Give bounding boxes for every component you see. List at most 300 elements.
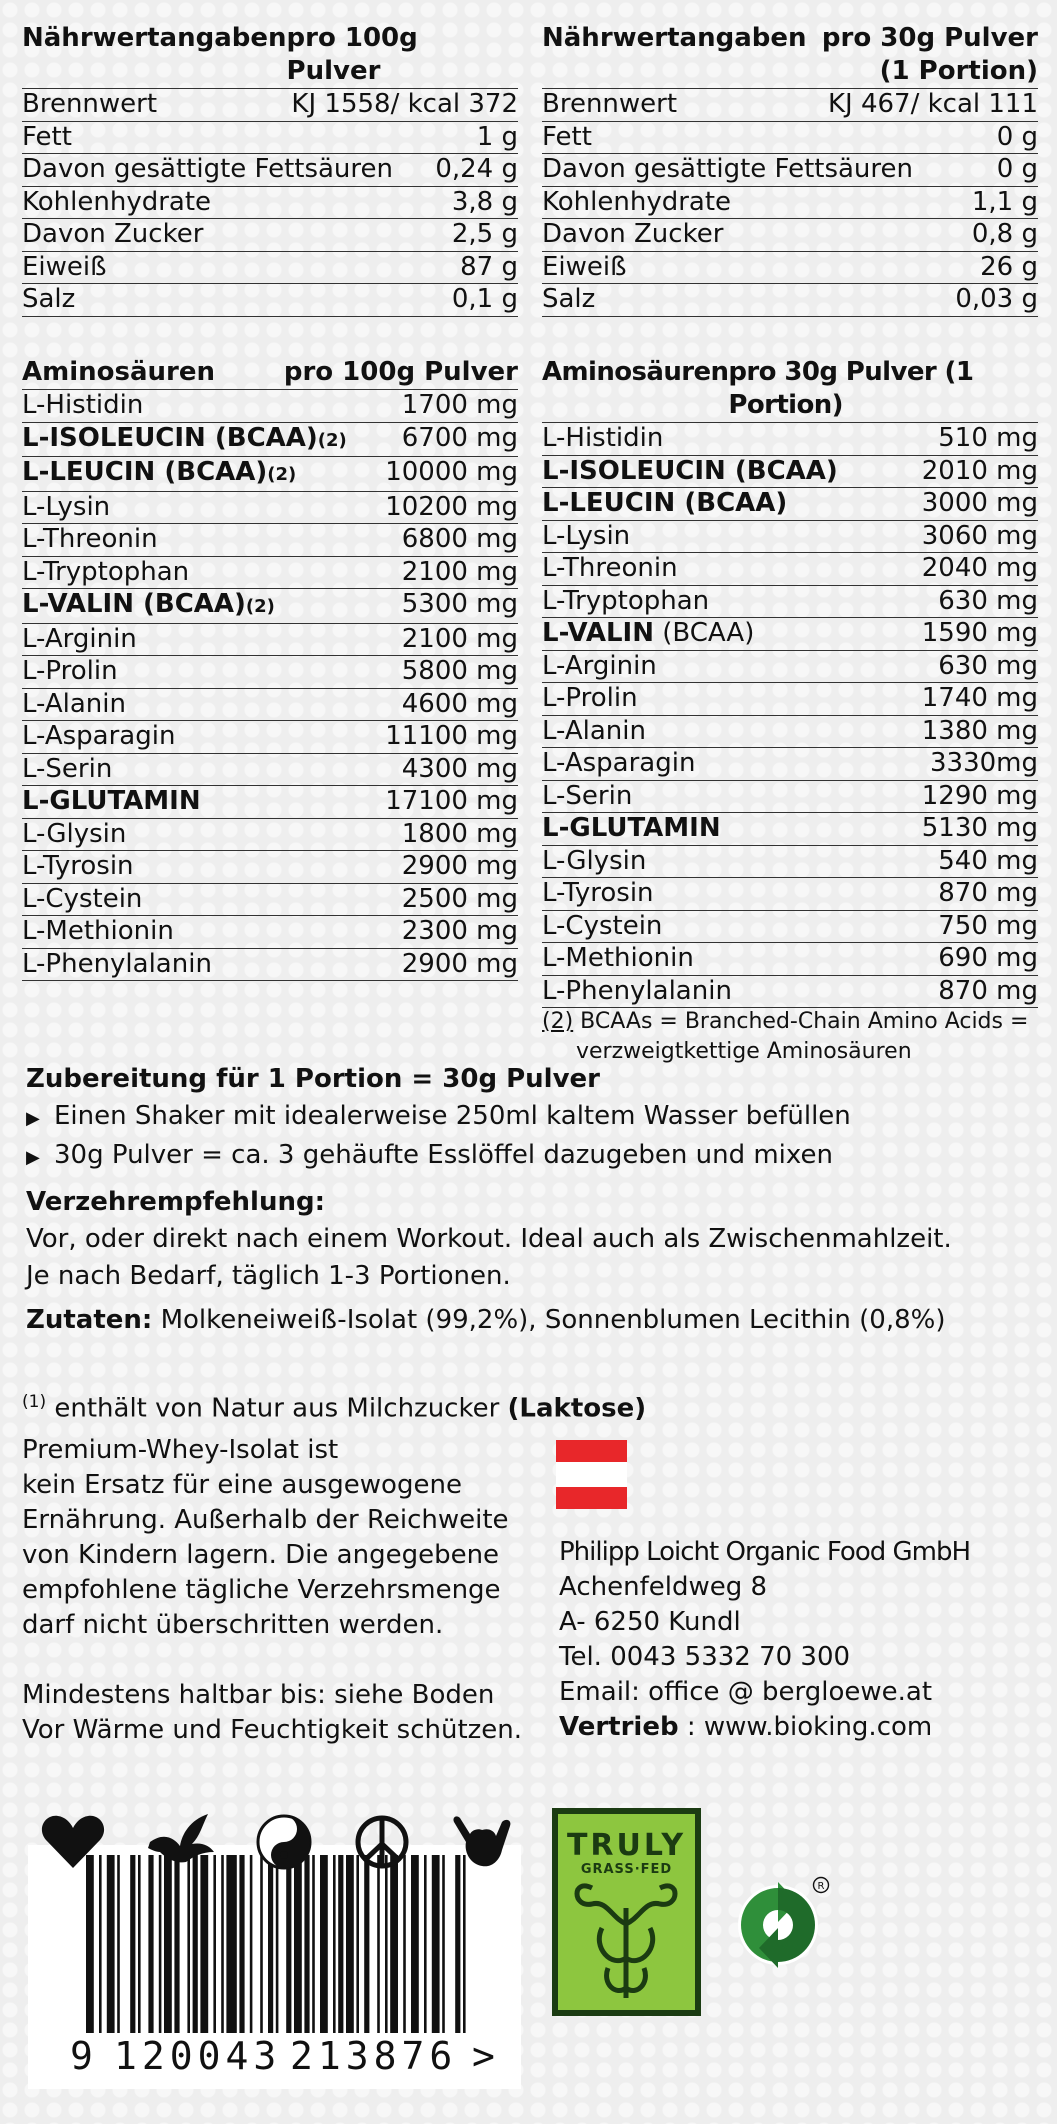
table-row — [22, 818, 518, 851]
table-row — [22, 883, 518, 916]
row-name: L-Threonin — [22, 524, 158, 554]
row-name: L-Arginin — [22, 623, 137, 654]
barcode-bar — [286, 1855, 291, 2033]
footnote-line: verzweigtkettige Aminosäuren — [576, 1039, 912, 1064]
row-name: L-GLUTAMIN — [542, 813, 721, 843]
table-row — [542, 747, 1038, 780]
row-name: Fett — [22, 121, 72, 152]
barcode-bar — [338, 1855, 343, 2033]
row-value: 1740 mg — [921, 683, 1038, 713]
table-row — [542, 552, 1038, 585]
warning-line: kein Ersatz für eine ausgewogene — [22, 1470, 462, 1500]
row-name: L-Cystein — [22, 883, 143, 914]
amino-per: pro 30g Pulver (1 Portion) — [728, 357, 974, 420]
recommendation-title: Verzehrempfehlung: — [26, 1187, 325, 1217]
row-label — [22, 252, 107, 284]
table-row — [22, 688, 518, 721]
table-row — [22, 588, 518, 623]
row-name: L-Alanin — [542, 715, 646, 746]
barcode-bar — [159, 1855, 162, 2033]
barcode-bar — [276, 1855, 279, 2033]
row-label — [542, 781, 632, 813]
row-value: 26 g — [980, 251, 1038, 282]
row-label — [542, 586, 709, 618]
barcode-bar — [200, 1855, 208, 2033]
amino-table-100g — [22, 356, 518, 981]
bullet-icon: ▶ — [26, 1147, 40, 1168]
footnote-line: BCAAs = Branched-Chain Amino Acids = — [573, 1009, 1029, 1034]
row-label — [22, 154, 393, 186]
table-row — [542, 650, 1038, 683]
bcaa-footnote — [542, 1007, 1042, 1067]
barcode-bar — [99, 1855, 102, 2033]
row-label — [542, 423, 663, 455]
ingredients-text: Molkeneiweiß-Isolat (99,2%), Sonnenblumen Lecithin (0,8%) — [152, 1305, 946, 1335]
registered-mark-icon — [812, 1876, 830, 1894]
row-value: 17100 mg — [385, 786, 518, 816]
row-value: 10200 mg — [385, 491, 518, 522]
row-label — [22, 524, 158, 556]
row-value: 1 g — [476, 121, 518, 152]
row-value: 3,8 g — [451, 186, 518, 217]
row-name: L-Asparagin — [22, 721, 176, 751]
table-row — [22, 456, 518, 491]
row-name: L-Cystein — [542, 910, 663, 941]
row-name: L-Alanin — [22, 688, 126, 719]
row-label — [542, 219, 723, 251]
nutrition-title: Nährwertangaben — [542, 23, 807, 53]
row-label — [542, 976, 732, 1008]
barcode-bar — [107, 1855, 115, 2033]
table-row — [22, 491, 518, 524]
row-label — [542, 878, 654, 910]
row-label — [22, 656, 118, 688]
row-label — [542, 911, 662, 943]
table-row — [542, 715, 1038, 748]
barcode-bar — [364, 1855, 369, 2033]
row-name: L-Serin — [22, 753, 113, 784]
row-name: L-Lysin — [542, 520, 631, 551]
table-row — [22, 556, 518, 589]
row-label — [22, 423, 347, 457]
row-name: L-Prolin — [542, 683, 638, 713]
row-label — [22, 754, 112, 786]
row-value: 870 mg — [938, 975, 1038, 1006]
step-text: 30g Pulver = ca. 3 gehäufte Esslöffel dazugeben und mixen — [54, 1140, 833, 1170]
row-name: Fett — [542, 121, 592, 152]
footnote-mark: (1) — [22, 1392, 47, 1412]
row-name: Eiweiß — [542, 251, 627, 282]
row-value: 4600 mg — [401, 688, 518, 719]
row-name: Salz — [542, 284, 596, 314]
table-row — [22, 283, 518, 317]
row-label — [22, 219, 203, 251]
row-name: L-Arginin — [542, 650, 657, 681]
row-name: L-Methionin — [22, 916, 174, 946]
row-name: L-VALIN — [542, 618, 654, 648]
barcode-bar — [346, 1855, 354, 2033]
table-row — [542, 942, 1038, 975]
barcode-bar — [424, 1855, 427, 2033]
row-name: L-Lysin — [22, 491, 111, 522]
barcode-bar — [442, 1855, 445, 2033]
row-value: 2100 mg — [401, 556, 518, 587]
row-label — [542, 488, 787, 520]
row-value: 0,8 g — [971, 219, 1038, 249]
row-value: 510 mg — [938, 423, 1038, 453]
nutrition-header-30g — [542, 22, 1038, 55]
table-row — [542, 218, 1038, 251]
barcode-bar — [320, 1855, 328, 2033]
recommendation-line: Je nach Bedarf, täglich 1-3 Portionen. — [26, 1261, 511, 1291]
table-row — [22, 623, 518, 656]
row-value: 6700 mg — [401, 422, 518, 453]
row-name: L-Phenylalanin — [22, 948, 212, 979]
row-label — [22, 492, 110, 524]
barcode-bar — [250, 1855, 253, 2033]
row-label — [542, 813, 721, 845]
warning-text — [22, 1433, 542, 1748]
row-name: L-Threonin — [542, 553, 678, 583]
row-label — [22, 589, 275, 623]
row-label — [542, 187, 731, 219]
row-name: Salz — [22, 284, 76, 314]
row-value: KJ 467/ kcal 111 — [827, 89, 1038, 119]
row-value: 2040 mg — [921, 553, 1038, 583]
company-city: A- 6250 Kundl — [559, 1607, 741, 1637]
row-label — [22, 122, 72, 154]
row-name: Davon gesättigte Fettsäuren — [22, 154, 394, 184]
row-value: 5130 mg — [921, 813, 1038, 843]
table-row — [542, 251, 1038, 284]
dove-icon — [146, 1812, 216, 1868]
row-value: 1700 mg — [401, 390, 518, 420]
nutrition-title: Nährwertangaben — [22, 23, 287, 53]
table-row — [22, 390, 518, 422]
warning-line: von Kindern lagern. Die angegebene — [22, 1540, 500, 1570]
table-row — [542, 487, 1038, 520]
preparation-step — [26, 1137, 1036, 1176]
barcode-bar — [86, 1855, 94, 2033]
svg-text:R: R — [817, 1881, 825, 1892]
row-value: 690 mg — [938, 943, 1038, 973]
distribution-label: Vertrieb — [559, 1712, 679, 1742]
badge-line1: TRULY — [566, 1828, 687, 1863]
row-name: L-Tyrosin — [22, 851, 134, 881]
row-label — [542, 154, 913, 186]
row-label — [542, 252, 627, 284]
barcode-bar — [356, 1855, 359, 2033]
preparation-section — [26, 1061, 1036, 1176]
row-value: 0,1 g — [451, 284, 518, 314]
table-row — [22, 89, 518, 121]
barcode-bar — [294, 1855, 302, 2033]
company-name: Philipp Loicht Organic Food GmbH — [559, 1537, 971, 1567]
barcode-bar — [226, 1855, 236, 2033]
table-row — [542, 186, 1038, 219]
row-label — [22, 949, 212, 981]
heart-icon — [40, 1814, 106, 1870]
row-name: L-ISOLEUCIN (BCAA) — [542, 455, 838, 486]
row-label — [542, 651, 657, 683]
table-row — [22, 218, 518, 251]
warning-line: empfohlene tägliche Verzehrsmenge — [22, 1575, 501, 1605]
row-name: Kohlenhydrate — [542, 186, 732, 217]
row-name: Brennwert — [22, 89, 158, 119]
row-name: L-Methionin — [542, 943, 694, 973]
row-value: 11100 mg — [385, 721, 518, 751]
row-label — [22, 689, 126, 721]
row-name: L-Serin — [542, 780, 633, 811]
table-row — [542, 780, 1038, 813]
row-value: 2300 mg — [401, 916, 518, 946]
footnote-mark: (2) — [542, 1009, 574, 1034]
barcode-bar — [117, 1855, 120, 2033]
row-footnote-mark: (2) — [245, 596, 275, 617]
row-name: Davon Zucker — [22, 219, 204, 249]
barcode-bar — [164, 1855, 172, 2033]
amino-per: pro 100g Pulver — [283, 357, 518, 387]
company-tel: Tel. 0043 5332 70 300 — [559, 1642, 851, 1672]
barcode-bar — [193, 1855, 198, 2033]
peace-icon — [354, 1814, 410, 1870]
table-row — [22, 753, 518, 786]
row-name: L-ISOLEUCIN (BCAA) — [22, 422, 318, 453]
table-row — [542, 682, 1038, 715]
row-value: 630 mg — [938, 650, 1038, 681]
row-label — [542, 943, 694, 975]
barcode-digit-first: 9 — [70, 2034, 93, 2078]
barcode-digits-group1: 120043 — [114, 2034, 282, 2078]
yin-yang-icon — [256, 1814, 312, 1870]
hang-loose-icon — [452, 1808, 512, 1872]
row-label — [542, 122, 592, 154]
row-value: 2010 mg — [921, 455, 1038, 486]
amino-header-100g — [22, 356, 518, 390]
row-label — [22, 624, 137, 656]
amino-title: Aminosäuren — [22, 357, 215, 387]
table-row — [22, 948, 518, 982]
row-label — [542, 521, 630, 553]
barcode-bar — [455, 1855, 460, 2033]
row-label — [22, 884, 142, 916]
barcode-bar — [148, 1855, 153, 2033]
row-value: 0,03 g — [955, 284, 1038, 314]
row-value: 540 mg — [938, 845, 1038, 876]
row-value: 4300 mg — [401, 753, 518, 784]
badge-line2: GRASS·FED — [580, 1862, 673, 1877]
row-name: Davon gesättigte Fettsäuren — [542, 154, 914, 184]
row-name: L-Phenylalanin — [542, 975, 732, 1006]
row-value: 870 mg — [938, 878, 1038, 908]
row-value: 1,1 g — [971, 186, 1038, 217]
nutrition-portion: (1 Portion) — [542, 55, 1038, 89]
row-value: 0,24 g — [435, 154, 518, 184]
table-row — [22, 850, 518, 883]
barcode-bar — [260, 1855, 263, 2033]
barcode-bar — [463, 1855, 466, 2033]
table-row — [542, 877, 1038, 910]
table-row — [22, 186, 518, 219]
table-row — [22, 785, 518, 818]
row-name: L-Tyrosin — [542, 878, 654, 908]
amino-title: Aminosäuren — [542, 357, 729, 387]
warning-line: Ernährung. Außerhalb der Reichweite — [22, 1505, 509, 1535]
bullet-icon: ▶ — [26, 1108, 40, 1129]
row-value: 6800 mg — [401, 524, 518, 554]
barcode-bar — [333, 1855, 336, 2033]
row-value: 2,5 g — [451, 219, 518, 249]
lactose-bold: (Laktose) — [507, 1393, 647, 1424]
nutrition-header-100g — [22, 22, 518, 89]
row-value: 3060 mg — [921, 520, 1038, 551]
warning-line: Premium-Whey-Isolat ist — [22, 1435, 339, 1465]
row-label — [22, 819, 126, 851]
row-value: 1290 mg — [921, 780, 1038, 811]
table-row — [542, 910, 1038, 943]
nutrition-table-30g — [542, 22, 1038, 317]
row-name: L-Glysin — [22, 818, 127, 849]
barcode-bar — [312, 1855, 315, 2033]
nutrition-per: pro 30g Pulver — [821, 23, 1038, 53]
barcode-end-mark: > — [472, 2034, 495, 2078]
table-row — [22, 655, 518, 688]
amino-header-30g — [542, 356, 1038, 423]
barcode-bar — [432, 1855, 440, 2033]
nutrition-table-100g — [22, 22, 518, 317]
barcode-bar — [385, 1855, 388, 2033]
row-value: 1800 mg — [401, 818, 518, 849]
barcode-bar — [174, 1855, 179, 2033]
step-text: Einen Shaker mit idealerweise 250ml kaltem Wasser befüllen — [54, 1101, 851, 1131]
table-row — [542, 89, 1038, 121]
row-value: KJ 1558/ kcal 372 — [291, 89, 518, 119]
row-name: L-LEUCIN (BCAA) — [22, 457, 268, 487]
row-label — [22, 786, 201, 818]
row-name: L-VALIN (BCAA) — [22, 589, 246, 619]
row-value: 3000 mg — [921, 488, 1038, 518]
row-label — [542, 89, 677, 121]
row-value: 5300 mg — [401, 589, 518, 619]
nutrition-per: pro 100g Pulver — [286, 23, 418, 86]
storage-note: Vor Wärme und Feuchtigkeit schützen. — [22, 1715, 523, 1745]
barcode-bar — [390, 1855, 398, 2033]
preparation-title: Zubereitung für 1 Portion = 30g Pulver — [26, 1064, 600, 1094]
barcode-bar — [304, 1855, 309, 2033]
row-label — [22, 851, 134, 883]
row-name: L-Prolin — [22, 656, 118, 686]
company-street: Achenfeldweg 8 — [559, 1572, 768, 1602]
row-value: 2900 mg — [401, 948, 518, 979]
table-row — [22, 251, 518, 284]
row-label — [542, 748, 695, 780]
table-row — [22, 153, 518, 186]
row-value: 2900 mg — [401, 851, 518, 881]
row-name: L-Histidin — [542, 423, 664, 453]
row-value: 0 g — [996, 121, 1038, 152]
row-value: 0 g — [996, 154, 1038, 184]
row-label — [22, 457, 296, 491]
row-footnote-mark: (2) — [267, 464, 297, 485]
row-label — [22, 916, 174, 948]
row-name: L-Histidin — [22, 390, 144, 420]
table-row — [22, 121, 518, 154]
row-label — [542, 683, 638, 715]
table-row — [542, 455, 1038, 488]
austria-flag — [556, 1440, 627, 1509]
table-row — [22, 915, 518, 948]
recommendation-line: Vor, oder direkt nach einem Workout. Ideal auch als Zwischenmahlzeit. — [26, 1224, 952, 1254]
row-value: 3330mg — [930, 748, 1038, 778]
recycle-icon — [735, 1882, 821, 1968]
row-name: L-Tryptophan — [542, 585, 710, 616]
lactose-note — [22, 1384, 722, 1428]
row-name: Eiweiß — [22, 251, 107, 282]
barcode-digits-group2: 213876 — [290, 2034, 458, 2078]
table-row — [542, 153, 1038, 186]
row-label — [22, 390, 143, 422]
row-value: 1380 mg — [921, 715, 1038, 746]
row-value: 10000 mg — [385, 457, 518, 487]
row-name: L-Tryptophan — [22, 556, 190, 587]
company-info — [559, 1535, 1039, 1745]
row-value: 630 mg — [938, 585, 1038, 616]
table-row — [542, 423, 1038, 455]
table-row — [22, 720, 518, 753]
barcode-panel — [28, 1845, 521, 2089]
row-name: Kohlenhydrate — [22, 186, 212, 217]
recommendation-section — [26, 1184, 1036, 1295]
ingredients-label: Zutaten: — [26, 1305, 153, 1335]
best-before: Mindestens haltbar bis: siehe Boden — [22, 1680, 495, 1710]
row-label — [542, 553, 678, 585]
row-value: 87 g — [460, 251, 518, 282]
row-label — [542, 284, 595, 316]
table-row — [542, 121, 1038, 154]
row-label — [542, 846, 646, 878]
barcode-bar — [403, 1855, 406, 2033]
row-value: 2100 mg — [401, 623, 518, 654]
table-row — [542, 283, 1038, 317]
row-label — [22, 557, 189, 589]
row-label — [22, 187, 211, 219]
table-row — [542, 617, 1038, 650]
barcode-bar — [268, 1855, 273, 2033]
barcode-bar — [130, 1855, 135, 2033]
row-value: 5800 mg — [401, 656, 518, 686]
barcode-bar — [138, 1855, 141, 2033]
table-row — [542, 845, 1038, 878]
row-name: L-Asparagin — [542, 748, 696, 778]
amino-table-30g — [542, 356, 1038, 1008]
row-name: L-GLUTAMIN — [22, 786, 201, 816]
table-row — [22, 422, 518, 457]
distribution-value: : www.bioking.com — [678, 1712, 933, 1742]
row-name-rest: (BCAA) — [653, 618, 755, 648]
row-value: 750 mg — [938, 910, 1038, 941]
barcode-bar — [187, 1855, 190, 2033]
table-row — [542, 812, 1038, 845]
barcode-bar — [213, 1855, 216, 2033]
warning-line: darf nicht überschritten werden. — [22, 1610, 444, 1640]
row-label — [542, 716, 646, 748]
ingredients — [26, 1302, 1036, 1339]
barcode-bars — [86, 1855, 466, 2033]
table-row — [542, 975, 1038, 1009]
lactose-text: enthält von Natur aus Milchzucker — [46, 1393, 508, 1424]
row-label — [22, 721, 175, 753]
row-label — [22, 284, 75, 316]
